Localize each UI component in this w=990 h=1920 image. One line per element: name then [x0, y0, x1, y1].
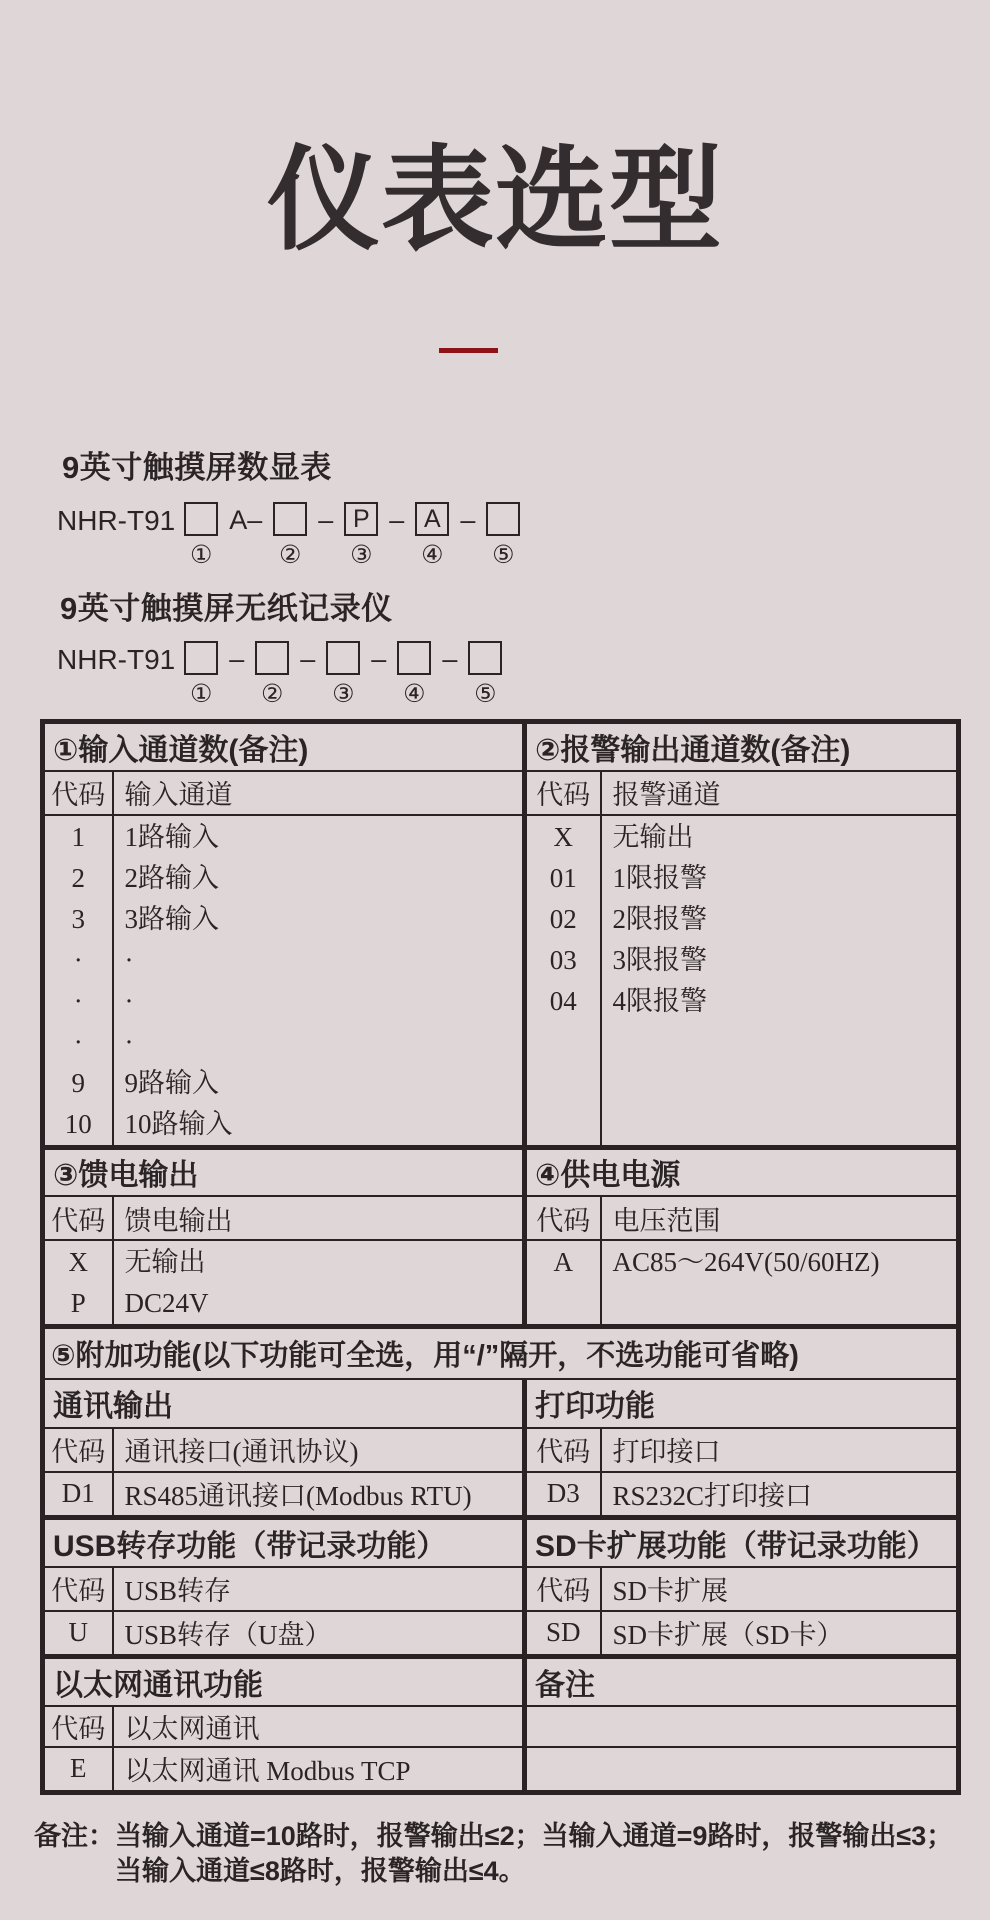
section-header-cell: 打印功能 — [525, 1379, 959, 1428]
model-code-slot — [486, 502, 520, 568]
selection-table — [40, 719, 961, 1795]
code-header-cell: 代码 — [43, 1706, 113, 1747]
footer-lines — [115, 1819, 953, 1889]
section-header-cell: ⑤附加功能(以下功能可全选，用“/”隔开，不选功能可省略) — [43, 1327, 959, 1379]
empty-note-cell — [525, 1747, 959, 1793]
slot-number-circle: ⑤ — [492, 541, 515, 569]
code-header-cell: 代码 — [43, 1196, 113, 1240]
cell-line: 2限报警 — [612, 903, 708, 934]
page-title: 仪表选型 — [267, 137, 723, 263]
slot-number-circle: ⑤ — [474, 680, 497, 708]
cell-line: 1 — [71, 821, 85, 852]
model-code-separator: – — [460, 505, 476, 535]
code-header-cell: 代码 — [525, 1428, 601, 1472]
desc-header-cell: 报警通道 — [601, 771, 959, 815]
column-header-row — [43, 1428, 959, 1472]
desc-header-cell: 电压范围 — [601, 1196, 959, 1240]
section-5-header-row — [43, 1327, 959, 1379]
cell-line: · — [73, 985, 83, 1016]
model-code-slot — [184, 641, 218, 707]
slot-number-circle: ② — [261, 680, 284, 708]
cell-line: 1限报警 — [612, 862, 708, 893]
model-code-box — [273, 502, 307, 536]
cell-line: 10 — [64, 1108, 92, 1139]
desc-header-cell: 输入通道 — [113, 771, 525, 815]
code-header-cell: 代码 — [43, 771, 113, 815]
slot-number-circle: ③ — [332, 680, 355, 708]
code-cell — [525, 815, 601, 1148]
desc-cell — [113, 1240, 525, 1327]
column-header-row — [43, 1567, 959, 1611]
model-code-slot — [468, 641, 502, 707]
model-code-box — [468, 641, 502, 675]
desc-header-cell: USB转存 — [113, 1567, 525, 1611]
code-header-cell: 代码 — [525, 1196, 601, 1240]
desc-cell: USB转存（U盘） — [113, 1611, 525, 1657]
section-header-cell: 通讯输出 — [43, 1379, 525, 1428]
column-header-row — [43, 1196, 959, 1240]
data-row — [43, 1472, 959, 1518]
model-prefix: NHR-T91 — [57, 505, 176, 536]
desc-header-cell: 通讯接口(通讯协议) — [113, 1428, 525, 1472]
empty-note-cell — [525, 1706, 959, 1747]
model-code-box: P — [344, 502, 378, 536]
desc-cell — [601, 1240, 959, 1327]
cell-line: 3路输入 — [124, 903, 219, 934]
section-header-cell: SD卡扩展功能（带记录功能） — [525, 1518, 959, 1567]
model-code-slot — [344, 502, 378, 568]
code-cell — [43, 1240, 113, 1327]
cell-line: 10路输入 — [124, 1108, 233, 1139]
cell-line: 9路输入 — [124, 1067, 219, 1098]
model-code-separator: A– — [229, 505, 263, 535]
section-header-cell: ①输入通道数(备注) — [43, 722, 525, 771]
model-code-box — [184, 641, 218, 675]
cell-line: 2 — [71, 862, 85, 893]
code-header-cell: 代码 — [525, 771, 601, 815]
ethernet-note-header-row — [43, 1657, 959, 1706]
desc-header-cell: 以太网通讯 — [113, 1706, 525, 1747]
section-header-cell: 备注 — [525, 1657, 959, 1706]
cell-line: A — [553, 1247, 574, 1277]
model-code-slot — [326, 641, 360, 707]
model-code-separator: – — [229, 644, 245, 674]
cell-line: 03 — [549, 944, 577, 975]
cell-line: 3 — [71, 903, 85, 934]
code-header-cell: 代码 — [43, 1567, 113, 1611]
code-cell: U — [43, 1611, 113, 1657]
slot-number-circle: ② — [279, 541, 302, 569]
code-cell: E — [43, 1747, 113, 1793]
data-row — [43, 1611, 959, 1657]
cell-line: 04 — [549, 985, 577, 1016]
model-code-box — [397, 641, 431, 675]
desc-header-cell: 馈电输出 — [113, 1196, 525, 1240]
cell-line: · — [73, 1026, 83, 1057]
model-prefix: NHR-T91 — [57, 644, 176, 675]
footer-line-2: 当输入通道≤8路时，报警输出≤4。 — [115, 1856, 526, 1886]
cell-line: 无输出 — [124, 1247, 206, 1277]
model-code-slot — [273, 502, 307, 568]
column-header-row — [43, 771, 959, 815]
model-code-slot — [397, 641, 431, 707]
slot-number-circle: ③ — [350, 541, 373, 569]
product-1-heading: 9英寸触摸屏数显表 — [62, 450, 332, 485]
section-header-cell: ②报警输出通道数(备注) — [525, 722, 959, 771]
model-code-box — [184, 502, 218, 536]
model-code-separator: – — [300, 644, 316, 674]
cell-line: · — [124, 944, 134, 975]
cell-line: X — [68, 1247, 88, 1277]
cell-line: 9 — [71, 1067, 85, 1098]
model-code-box: A — [415, 502, 449, 536]
cell-line: · — [124, 1026, 134, 1057]
desc-cell — [601, 815, 959, 1148]
section-header-cell: ③馈电输出 — [43, 1147, 525, 1196]
slot-number-circle: ④ — [403, 680, 426, 708]
cell-line: 1路输入 — [124, 821, 219, 852]
model-code-box — [486, 502, 520, 536]
model-code-slot — [415, 502, 449, 568]
footer-line-1: 当输入通道=10路时，报警输出≤2；当输入通道=9路时，报警输出≤3； — [115, 1821, 954, 1851]
usb-sd-header-row — [43, 1518, 959, 1567]
footer-label: 备注： — [34, 1821, 115, 1851]
slot-number-circle: ① — [190, 541, 213, 569]
model-code-separator: – — [318, 505, 334, 535]
section-3-4-header-row — [43, 1147, 959, 1196]
model-code-separator: – — [371, 644, 387, 674]
model-code-slot — [184, 502, 218, 568]
cell-line: 2路输入 — [124, 862, 219, 893]
section-1-2-header-row — [43, 722, 959, 771]
cell-line: 01 — [549, 862, 577, 893]
desc-cell: RS232C打印接口 — [601, 1472, 959, 1518]
code-header-cell: 代码 — [43, 1428, 113, 1472]
section-header-cell: USB转存功能（带记录功能） — [43, 1518, 525, 1567]
section-header-cell: 以太网通讯功能 — [43, 1657, 525, 1706]
slot-number-circle: ④ — [421, 541, 444, 569]
desc-cell: 以太网通讯 Modbus TCP — [113, 1747, 525, 1793]
cell-line: P — [70, 1288, 86, 1318]
model-code-slot — [255, 641, 289, 707]
code-cell — [43, 815, 113, 1148]
model-code-line-1 — [57, 502, 520, 568]
model-code-box — [326, 641, 360, 675]
code-cell: D1 — [43, 1472, 113, 1518]
product-2-heading: 9英寸触摸屏无纸记录仪 — [60, 591, 393, 626]
model-code-separator: – — [442, 644, 458, 674]
cell-line: 02 — [549, 903, 577, 934]
desc-header-cell: 打印接口 — [601, 1428, 959, 1472]
cell-line: X — [553, 821, 574, 852]
desc-header-cell: SD卡扩展 — [601, 1567, 959, 1611]
cell-line: 无输出 — [612, 821, 694, 852]
cell-line: AC85～264V(50/60HZ) — [612, 1247, 880, 1277]
cell-line: DC24V — [124, 1288, 209, 1318]
desc-cell — [113, 815, 525, 1148]
model-code-separator: – — [389, 505, 405, 535]
data-rows — [43, 1240, 959, 1327]
code-cell — [525, 1240, 601, 1327]
column-header-row — [43, 1706, 959, 1747]
slot-number-circle: ① — [190, 680, 213, 708]
cell-line: · — [124, 985, 134, 1016]
comm-print-header-row — [43, 1379, 959, 1428]
footer-note — [34, 1819, 964, 1889]
data-row — [43, 1747, 959, 1793]
cell-line: · — [73, 944, 83, 975]
section-header-cell: ④供电电源 — [525, 1147, 959, 1196]
desc-cell: SD卡扩展（SD卡） — [601, 1611, 959, 1657]
model-code-line-2 — [57, 641, 502, 707]
code-cell: D3 — [525, 1472, 601, 1518]
model-code-box — [255, 641, 289, 675]
code-header-cell: 代码 — [525, 1567, 601, 1611]
data-rows — [43, 815, 959, 1148]
code-cell: SD — [525, 1611, 601, 1657]
red-divider-line — [439, 348, 498, 353]
desc-cell: RS485通讯接口(Modbus RTU) — [113, 1472, 525, 1518]
cell-line: 3限报警 — [612, 944, 708, 975]
cell-line: 4限报警 — [612, 985, 708, 1016]
